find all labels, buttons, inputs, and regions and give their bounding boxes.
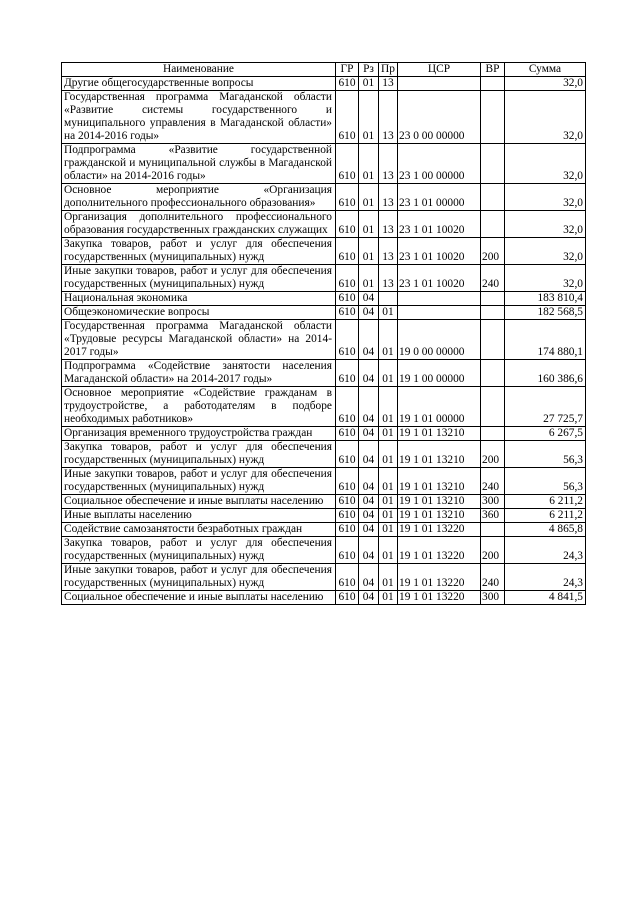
table-body xyxy=(62,77,586,605)
table-header-row xyxy=(62,63,586,77)
cell-name: Закупка товаров, работ и услуг для обеспечения государственных (муниципальных) нужд xyxy=(62,537,336,564)
cell-csr: 19 1 01 13220 xyxy=(398,537,481,564)
table-row xyxy=(62,211,586,238)
cell-gr: 610 xyxy=(336,441,359,468)
cell-sum: 160 386,6 xyxy=(505,360,586,387)
cell-rz: 01 xyxy=(359,211,379,238)
cell-pr: 01 xyxy=(379,468,398,495)
cell-csr: 19 1 00 00000 xyxy=(398,360,481,387)
cell-sum: 24,3 xyxy=(505,564,586,591)
cell-sum: 56,3 xyxy=(505,468,586,495)
cell-rz: 04 xyxy=(359,427,379,441)
cell-vr xyxy=(481,523,505,537)
cell-gr: 610 xyxy=(336,537,359,564)
cell-pr xyxy=(379,292,398,306)
cell-name: Основное мероприятие «Организация дополнительного профессионального образования» xyxy=(62,184,336,211)
cell-vr xyxy=(481,320,505,360)
table-row xyxy=(62,320,586,360)
cell-pr: 13 xyxy=(379,91,398,144)
cell-name: Иные выплаты населению xyxy=(62,509,336,523)
cell-rz: 01 xyxy=(359,265,379,292)
cell-rz: 04 xyxy=(359,495,379,509)
cell-vr: 300 xyxy=(481,495,505,509)
cell-sum: 174 880,1 xyxy=(505,320,586,360)
cell-sum: 32,0 xyxy=(505,238,586,265)
cell-sum: 4 865,8 xyxy=(505,523,586,537)
cell-name: Организация дополнительного профессионального образования государственных гражданских служащих xyxy=(62,211,336,238)
header-name: Наименование xyxy=(62,63,336,77)
table-row xyxy=(62,523,586,537)
table-row xyxy=(62,387,586,427)
cell-gr: 610 xyxy=(336,91,359,144)
cell-vr xyxy=(481,360,505,387)
cell-pr: 01 xyxy=(379,306,398,320)
cell-name: Другие общегосударственные вопросы xyxy=(62,77,336,91)
cell-sum: 6 267,5 xyxy=(505,427,586,441)
table-row xyxy=(62,495,586,509)
cell-name: Подпрограмма «Развитие государственной гражданской и муниципальной службы в Магаданской области» на 2014-2016 годы» xyxy=(62,144,336,184)
table-row xyxy=(62,468,586,495)
cell-pr: 13 xyxy=(379,238,398,265)
table-row xyxy=(62,537,586,564)
cell-sum: 183 810,4 xyxy=(505,292,586,306)
table-row xyxy=(62,427,586,441)
cell-name: Государственная программа Магаданской области «Трудовые ресурсы Магаданской области» на 2014-2017 годы» xyxy=(62,320,336,360)
cell-name: Организация временного трудоустройства граждан xyxy=(62,427,336,441)
cell-csr: 19 1 01 00000 xyxy=(398,387,481,427)
cell-gr: 610 xyxy=(336,427,359,441)
cell-vr xyxy=(481,211,505,238)
cell-pr: 01 xyxy=(379,320,398,360)
table-row xyxy=(62,360,586,387)
cell-pr: 13 xyxy=(379,144,398,184)
cell-gr: 610 xyxy=(336,144,359,184)
cell-vr: 240 xyxy=(481,564,505,591)
cell-csr: 19 1 01 13220 xyxy=(398,564,481,591)
cell-sum: 4 841,5 xyxy=(505,591,586,605)
cell-rz: 04 xyxy=(359,292,379,306)
cell-vr: 240 xyxy=(481,468,505,495)
cell-gr: 610 xyxy=(336,320,359,360)
cell-vr xyxy=(481,292,505,306)
cell-name: Закупка товаров, работ и услуг для обеспечения государственных (муниципальных) нужд xyxy=(62,441,336,468)
cell-pr: 01 xyxy=(379,509,398,523)
table-row xyxy=(62,184,586,211)
cell-rz: 01 xyxy=(359,77,379,91)
cell-csr: 19 0 00 00000 xyxy=(398,320,481,360)
cell-rz: 04 xyxy=(359,441,379,468)
cell-vr: 240 xyxy=(481,265,505,292)
cell-vr xyxy=(481,77,505,91)
cell-gr: 610 xyxy=(336,77,359,91)
cell-gr: 610 xyxy=(336,292,359,306)
cell-pr: 13 xyxy=(379,77,398,91)
cell-vr xyxy=(481,91,505,144)
table-row xyxy=(62,591,586,605)
cell-pr: 01 xyxy=(379,523,398,537)
cell-sum: 6 211,2 xyxy=(505,495,586,509)
cell-vr xyxy=(481,306,505,320)
cell-rz: 04 xyxy=(359,306,379,320)
cell-pr: 13 xyxy=(379,184,398,211)
cell-csr xyxy=(398,306,481,320)
cell-pr: 01 xyxy=(379,564,398,591)
cell-sum: 182 568,5 xyxy=(505,306,586,320)
cell-vr: 360 xyxy=(481,509,505,523)
cell-name: Общеэкономические вопросы xyxy=(62,306,336,320)
cell-pr: 01 xyxy=(379,387,398,427)
cell-gr: 610 xyxy=(336,184,359,211)
cell-csr: 23 0 00 00000 xyxy=(398,91,481,144)
cell-name: Иные закупки товаров, работ и услуг для обеспечения государственных (муниципальных) нужд xyxy=(62,564,336,591)
cell-csr: 19 1 01 13220 xyxy=(398,591,481,605)
cell-rz: 04 xyxy=(359,523,379,537)
cell-sum: 27 725,7 xyxy=(505,387,586,427)
cell-name: Подпрограмма «Содействие занятости населения Магаданской области» на 2014-2017 годы» xyxy=(62,360,336,387)
cell-rz: 04 xyxy=(359,564,379,591)
cell-sum: 56,3 xyxy=(505,441,586,468)
cell-pr: 01 xyxy=(379,537,398,564)
cell-rz: 04 xyxy=(359,537,379,564)
cell-rz: 04 xyxy=(359,360,379,387)
cell-rz: 01 xyxy=(359,144,379,184)
cell-sum: 32,0 xyxy=(505,77,586,91)
header-pr: Пр xyxy=(379,63,398,77)
cell-pr: 01 xyxy=(379,427,398,441)
header-rz: Рз xyxy=(359,63,379,77)
table-row xyxy=(62,91,586,144)
cell-name: Закупка товаров, работ и услуг для обеспечения государственных (муниципальных) нужд xyxy=(62,238,336,265)
table-row xyxy=(62,292,586,306)
cell-pr: 01 xyxy=(379,591,398,605)
table-row xyxy=(62,306,586,320)
cell-rz: 01 xyxy=(359,238,379,265)
budget-table xyxy=(61,62,586,605)
cell-sum: 32,0 xyxy=(505,91,586,144)
cell-gr: 610 xyxy=(336,387,359,427)
cell-gr: 610 xyxy=(336,495,359,509)
cell-rz: 04 xyxy=(359,591,379,605)
cell-sum: 6 211,2 xyxy=(505,509,586,523)
cell-gr: 610 xyxy=(336,509,359,523)
cell-csr: 19 1 01 13210 xyxy=(398,468,481,495)
table-row xyxy=(62,509,586,523)
cell-vr xyxy=(481,427,505,441)
cell-gr: 610 xyxy=(336,238,359,265)
cell-rz: 04 xyxy=(359,320,379,360)
cell-gr: 610 xyxy=(336,468,359,495)
cell-gr: 610 xyxy=(336,306,359,320)
cell-pr: 01 xyxy=(379,441,398,468)
table-row xyxy=(62,238,586,265)
cell-vr xyxy=(481,184,505,211)
cell-vr: 200 xyxy=(481,537,505,564)
cell-sum: 24,3 xyxy=(505,537,586,564)
header-vr: ВР xyxy=(481,63,505,77)
cell-rz: 01 xyxy=(359,91,379,144)
table-row xyxy=(62,441,586,468)
cell-csr: 19 1 01 13210 xyxy=(398,495,481,509)
cell-pr: 13 xyxy=(379,265,398,292)
table-row xyxy=(62,77,586,91)
cell-vr xyxy=(481,144,505,184)
budget-table-container xyxy=(61,62,586,605)
cell-sum: 32,0 xyxy=(505,265,586,292)
cell-vr: 200 xyxy=(481,441,505,468)
cell-rz: 01 xyxy=(359,184,379,211)
cell-name: Государственная программа Магаданской области «Развитие системы государственного и муниципального управления в Магаданской области» на 2014-2016 годы» xyxy=(62,91,336,144)
header-gr: ГР xyxy=(336,63,359,77)
header-sum: Сумма xyxy=(505,63,586,77)
cell-csr: 23 1 01 10020 xyxy=(398,238,481,265)
cell-gr: 610 xyxy=(336,591,359,605)
cell-sum: 32,0 xyxy=(505,144,586,184)
cell-name: Основное мероприятие «Содействие гражданам в трудоустройстве, а работодателям в подборе необходимых работников» xyxy=(62,387,336,427)
cell-pr: 13 xyxy=(379,211,398,238)
cell-gr: 610 xyxy=(336,523,359,537)
cell-rz: 04 xyxy=(359,468,379,495)
cell-gr: 610 xyxy=(336,564,359,591)
cell-gr: 610 xyxy=(336,211,359,238)
cell-name: Иные закупки товаров, работ и услуг для обеспечения государственных (муниципальных) нужд xyxy=(62,265,336,292)
cell-csr: 23 1 01 10020 xyxy=(398,265,481,292)
table-row xyxy=(62,265,586,292)
cell-sum: 32,0 xyxy=(505,184,586,211)
cell-rz: 04 xyxy=(359,387,379,427)
cell-vr xyxy=(481,387,505,427)
cell-csr: 19 1 01 13220 xyxy=(398,523,481,537)
cell-name: Иные закупки товаров, работ и услуг для обеспечения государственных (муниципальных) нужд xyxy=(62,468,336,495)
header-csr: ЦСР xyxy=(398,63,481,77)
cell-csr: 19 1 01 13210 xyxy=(398,427,481,441)
cell-csr: 23 1 01 00000 xyxy=(398,184,481,211)
cell-name: Социальное обеспечение и иные выплаты населению xyxy=(62,591,336,605)
cell-gr: 610 xyxy=(336,265,359,292)
cell-csr: 23 1 00 00000 xyxy=(398,144,481,184)
cell-vr: 300 xyxy=(481,591,505,605)
cell-pr: 01 xyxy=(379,360,398,387)
cell-rz: 04 xyxy=(359,509,379,523)
cell-name: Национальная экономика xyxy=(62,292,336,306)
cell-name: Содействие самозанятости безработных граждан xyxy=(62,523,336,537)
cell-csr xyxy=(398,77,481,91)
cell-pr: 01 xyxy=(379,495,398,509)
cell-vr: 200 xyxy=(481,238,505,265)
cell-name: Социальное обеспечение и иные выплаты населению xyxy=(62,495,336,509)
table-row xyxy=(62,564,586,591)
cell-csr: 23 1 01 10020 xyxy=(398,211,481,238)
table-row xyxy=(62,144,586,184)
cell-csr xyxy=(398,292,481,306)
cell-csr: 19 1 01 13210 xyxy=(398,441,481,468)
cell-sum: 32,0 xyxy=(505,211,586,238)
cell-csr: 19 1 01 13210 xyxy=(398,509,481,523)
cell-gr: 610 xyxy=(336,360,359,387)
